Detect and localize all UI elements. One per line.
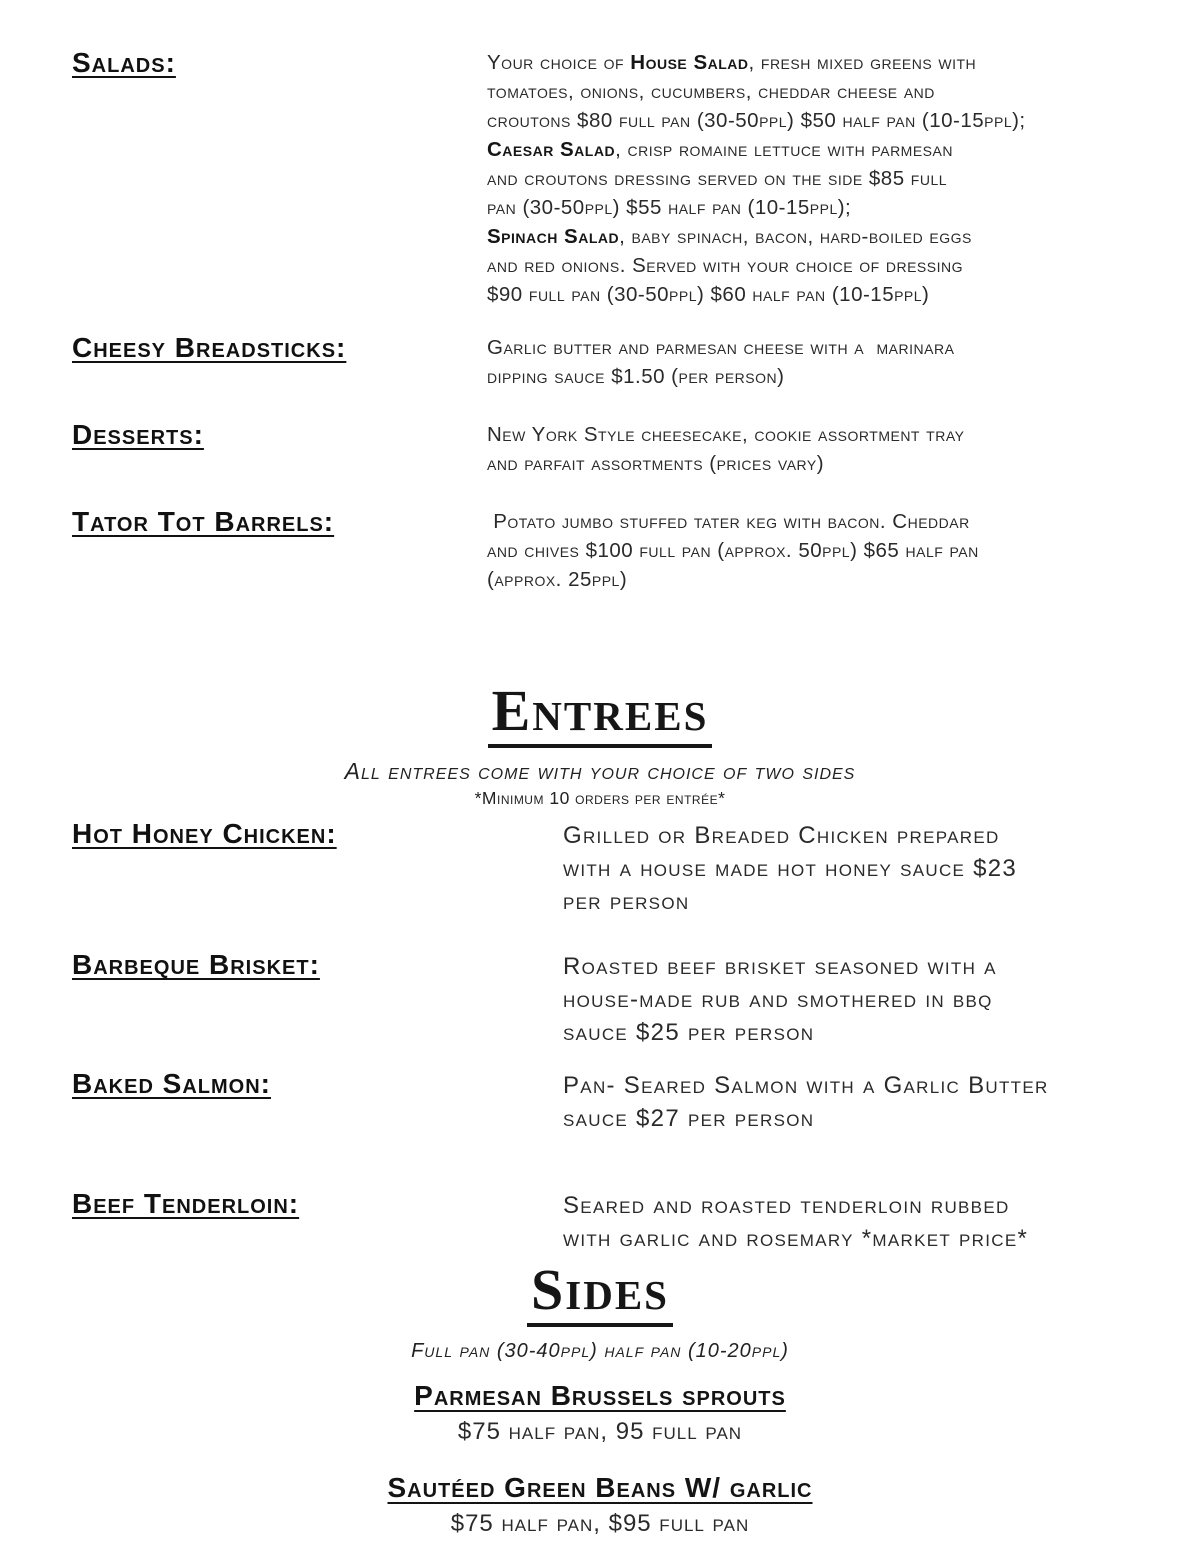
section-label-column xyxy=(72,420,487,449)
entrees-heading-wrap xyxy=(72,680,1128,748)
side-item-parmesan-brussels-sprouts xyxy=(72,1380,1128,1412)
description-line: Roasted beef brisket seasoned with a xyxy=(563,953,997,980)
entree-item-beef-tenderloin xyxy=(72,1189,1128,1255)
desserts-label: Desserts: xyxy=(72,419,204,450)
side-item-price: $75 half pan, $95 full pan xyxy=(450,1510,750,1537)
side-item-sauteed-green-beans xyxy=(72,1472,1128,1504)
description-line: pan (30-50ppl) $55 half pan (10-15ppl); xyxy=(487,196,852,219)
side-item-price: $75 half pan, 95 full pan xyxy=(457,1418,743,1445)
entree-label-column xyxy=(72,950,563,979)
menu-section-tator-tot-barrels xyxy=(72,507,1128,594)
description-line xyxy=(487,222,1147,251)
entrees-section xyxy=(72,680,1128,1255)
description-line: croutons $80 full pan (30-50ppl) $50 half pan (10-15ppl); xyxy=(487,109,1026,132)
description-line: tomatoes, onions, cucumbers, cheddar cheese and xyxy=(487,80,935,103)
description-line: New York Style cheesecake, cookie assortment tray xyxy=(487,423,965,446)
description-line: (approx. 25ppl) xyxy=(487,568,628,591)
desserts-description xyxy=(487,420,1147,478)
description-line: per person xyxy=(563,888,690,915)
cheesy-breadsticks-description xyxy=(487,333,1147,391)
baked-salmon-description xyxy=(563,1069,1163,1135)
entree-label-column xyxy=(72,819,563,848)
cheesy-breadsticks-label: Cheesy Breadsticks: xyxy=(72,332,347,363)
section-label-column xyxy=(72,507,487,536)
entree-item-barbeque-brisket xyxy=(72,950,1128,1049)
side-item-name: Parmesan Brussels sprouts xyxy=(414,1380,786,1411)
spinach-salad-bold-text: Spinach Salad xyxy=(487,225,620,248)
menu-section-salads xyxy=(72,48,1128,309)
description-text: , crisp romaine lettuce with parmesan xyxy=(615,138,953,161)
tator-tot-barrels-label: Tator Tot Barrels: xyxy=(72,506,335,537)
description-line: Grilled or Breaded Chicken prepared xyxy=(563,822,1000,849)
barbeque-brisket-description xyxy=(563,950,1163,1049)
description-text: , baby spinach, bacon, hard-boiled eggs xyxy=(619,225,972,248)
house-salad-bold-text: House Salad xyxy=(630,51,749,74)
description-line: and parfait assortments (prices vary) xyxy=(487,452,825,475)
description-line: and chives $100 full pan (approx. 50ppl) $65 half pan xyxy=(487,539,979,562)
tator-tot-barrels-description xyxy=(487,507,1147,594)
description-line: Pan- Seared Salmon with a Garlic Butter xyxy=(563,1072,1049,1099)
sides-section xyxy=(72,1259,1128,1538)
caesar-salad-bold-text: Caesar Salad xyxy=(487,138,616,161)
beef-tenderloin-label: Beef Tenderloin: xyxy=(72,1188,300,1219)
entree-list xyxy=(72,819,1128,1255)
baked-salmon-label: Baked Salmon: xyxy=(72,1068,271,1099)
description-line: dipping sauce $1.50 (per person) xyxy=(487,365,785,388)
description-line: house-made rub and smothered in bbq xyxy=(563,986,993,1013)
salads-description xyxy=(487,48,1147,309)
menu-section-cheesy-breadsticks xyxy=(72,333,1128,391)
hot-honey-chicken-label: Hot Honey Chicken: xyxy=(72,818,337,849)
entrees-subtitle: All entrees come with your choice of two sides xyxy=(344,758,856,784)
salads-label: Salads: xyxy=(72,47,176,78)
description-line: with garlic and rosemary *market price* xyxy=(563,1225,1029,1252)
description-line: Seared and roasted tenderloin rubbed xyxy=(563,1192,1010,1219)
hot-honey-chicken-description xyxy=(563,819,1163,918)
entree-label-column xyxy=(72,1069,563,1098)
sides-heading-wrap xyxy=(72,1259,1128,1327)
entree-item-hot-honey-chicken xyxy=(72,819,1128,918)
sides-pan-note: Full pan (30-40ppl) half pan (10-20ppl) xyxy=(411,1340,789,1362)
sides-heading: Sides xyxy=(527,1259,673,1327)
description-line: with a house made hot honey sauce $23 xyxy=(563,855,1018,882)
description-line: and red onions. Served with your choice of dressing xyxy=(487,254,963,277)
entree-label-column xyxy=(72,1189,563,1218)
description-line: Potato jumbo stuffed tater keg with bacon. Cheddar xyxy=(487,510,970,533)
barbeque-brisket-label: Barbeque Brisket: xyxy=(72,949,320,980)
description-line xyxy=(487,48,1147,77)
section-label-column xyxy=(72,333,487,362)
description-line: sauce $27 per person xyxy=(563,1105,815,1132)
description-line: $90 full pan (30-50ppl) $60 half pan (10-15ppl) xyxy=(487,283,930,306)
menu-section-desserts xyxy=(72,420,1128,478)
entrees-minimum-note: *Minimum 10 orders per entrée* xyxy=(474,788,726,808)
description-text: Your choice of xyxy=(487,51,631,74)
side-item-name: Sautéed Green Beans W/ garlic xyxy=(387,1472,813,1503)
entrees-heading: Entrees xyxy=(488,680,713,748)
entree-item-baked-salmon xyxy=(72,1069,1128,1135)
description-text: , fresh mixed greens with xyxy=(748,51,977,74)
description-line: sauce $25 per person xyxy=(563,1019,815,1046)
beef-tenderloin-description xyxy=(563,1189,1163,1255)
description-line: Garlic butter and parmesan cheese with a marinara xyxy=(487,336,955,359)
description-line: and croutons dressing served on the side $85 full xyxy=(487,167,948,190)
section-label-column xyxy=(72,48,487,77)
description-line xyxy=(487,135,1147,164)
